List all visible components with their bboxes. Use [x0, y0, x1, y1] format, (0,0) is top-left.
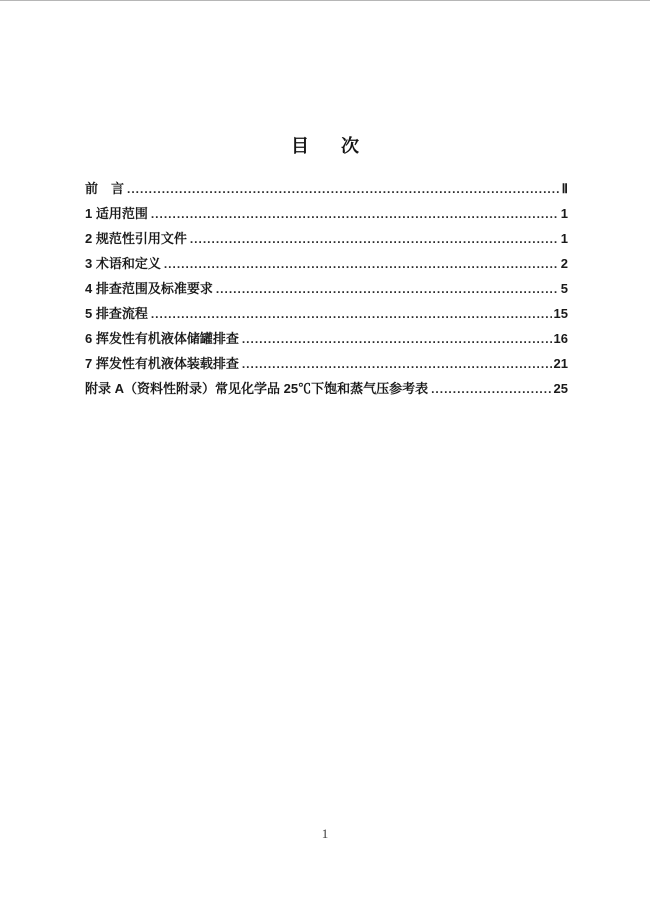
toc-entry-normative-references[interactable]	[85, 226, 568, 251]
dot-leader	[151, 202, 559, 227]
toc-entry-page-number: 1	[560, 231, 568, 246]
dot-leader	[242, 352, 552, 377]
dot-leader	[127, 177, 560, 202]
toc-entry-label: 3 术语和定义	[85, 256, 161, 271]
page-title: 目 次	[291, 136, 366, 156]
toc-entry-label: 4 排查范围及标准要求	[85, 281, 213, 296]
toc-entry-page-number: 25	[553, 381, 568, 396]
toc-entry-page-number: 16	[553, 331, 568, 346]
toc-entry-label: 前 言	[85, 181, 125, 196]
toc-entry-page-number: 5	[560, 281, 568, 296]
toc-entry-label: 1 适用范围	[85, 206, 148, 221]
toc-entry-appendix-a[interactable]	[85, 376, 568, 401]
toc-entry-label: 6 挥发性有机液体储罐排查	[85, 331, 239, 346]
footer-page-number: 1	[321, 826, 329, 841]
dot-leader	[242, 327, 552, 352]
toc-entry-page-number: 2	[560, 256, 568, 271]
toc-entry-storage-tank-inspection[interactable]	[85, 326, 568, 351]
toc-entry-label: 7 挥发性有机液体装载排查	[85, 356, 239, 371]
toc-entry-page-number: 1	[560, 206, 568, 221]
toc-entry-page-number: 21	[553, 356, 568, 371]
toc-entry-label: 附录 A（资料性附录）常见化学品 25℃下饱和蒸气压参考表	[85, 381, 429, 396]
toc-entry-foreword[interactable]	[85, 176, 568, 201]
dot-leader	[190, 227, 559, 252]
toc-entry-inspection-scope-requirements[interactable]	[85, 276, 568, 301]
toc-entry-label: 2 规范性引用文件	[85, 231, 187, 246]
dot-leader	[216, 277, 559, 302]
toc-entry-page-number: 15	[553, 306, 568, 321]
dot-leader	[151, 302, 552, 327]
dot-leader	[431, 377, 551, 402]
toc-entry-page-number: Ⅱ	[561, 181, 568, 196]
toc-entry-label: 5 排查流程	[85, 306, 148, 321]
scan-edge-artifact	[0, 0, 650, 1]
dot-leader	[164, 252, 559, 277]
table-of-contents	[85, 176, 568, 401]
toc-entry-terms-definitions[interactable]	[85, 251, 568, 276]
toc-entry-scope[interactable]	[85, 201, 568, 226]
toc-entry-inspection-process[interactable]	[85, 301, 568, 326]
toc-entry-loading-inspection[interactable]	[85, 351, 568, 376]
